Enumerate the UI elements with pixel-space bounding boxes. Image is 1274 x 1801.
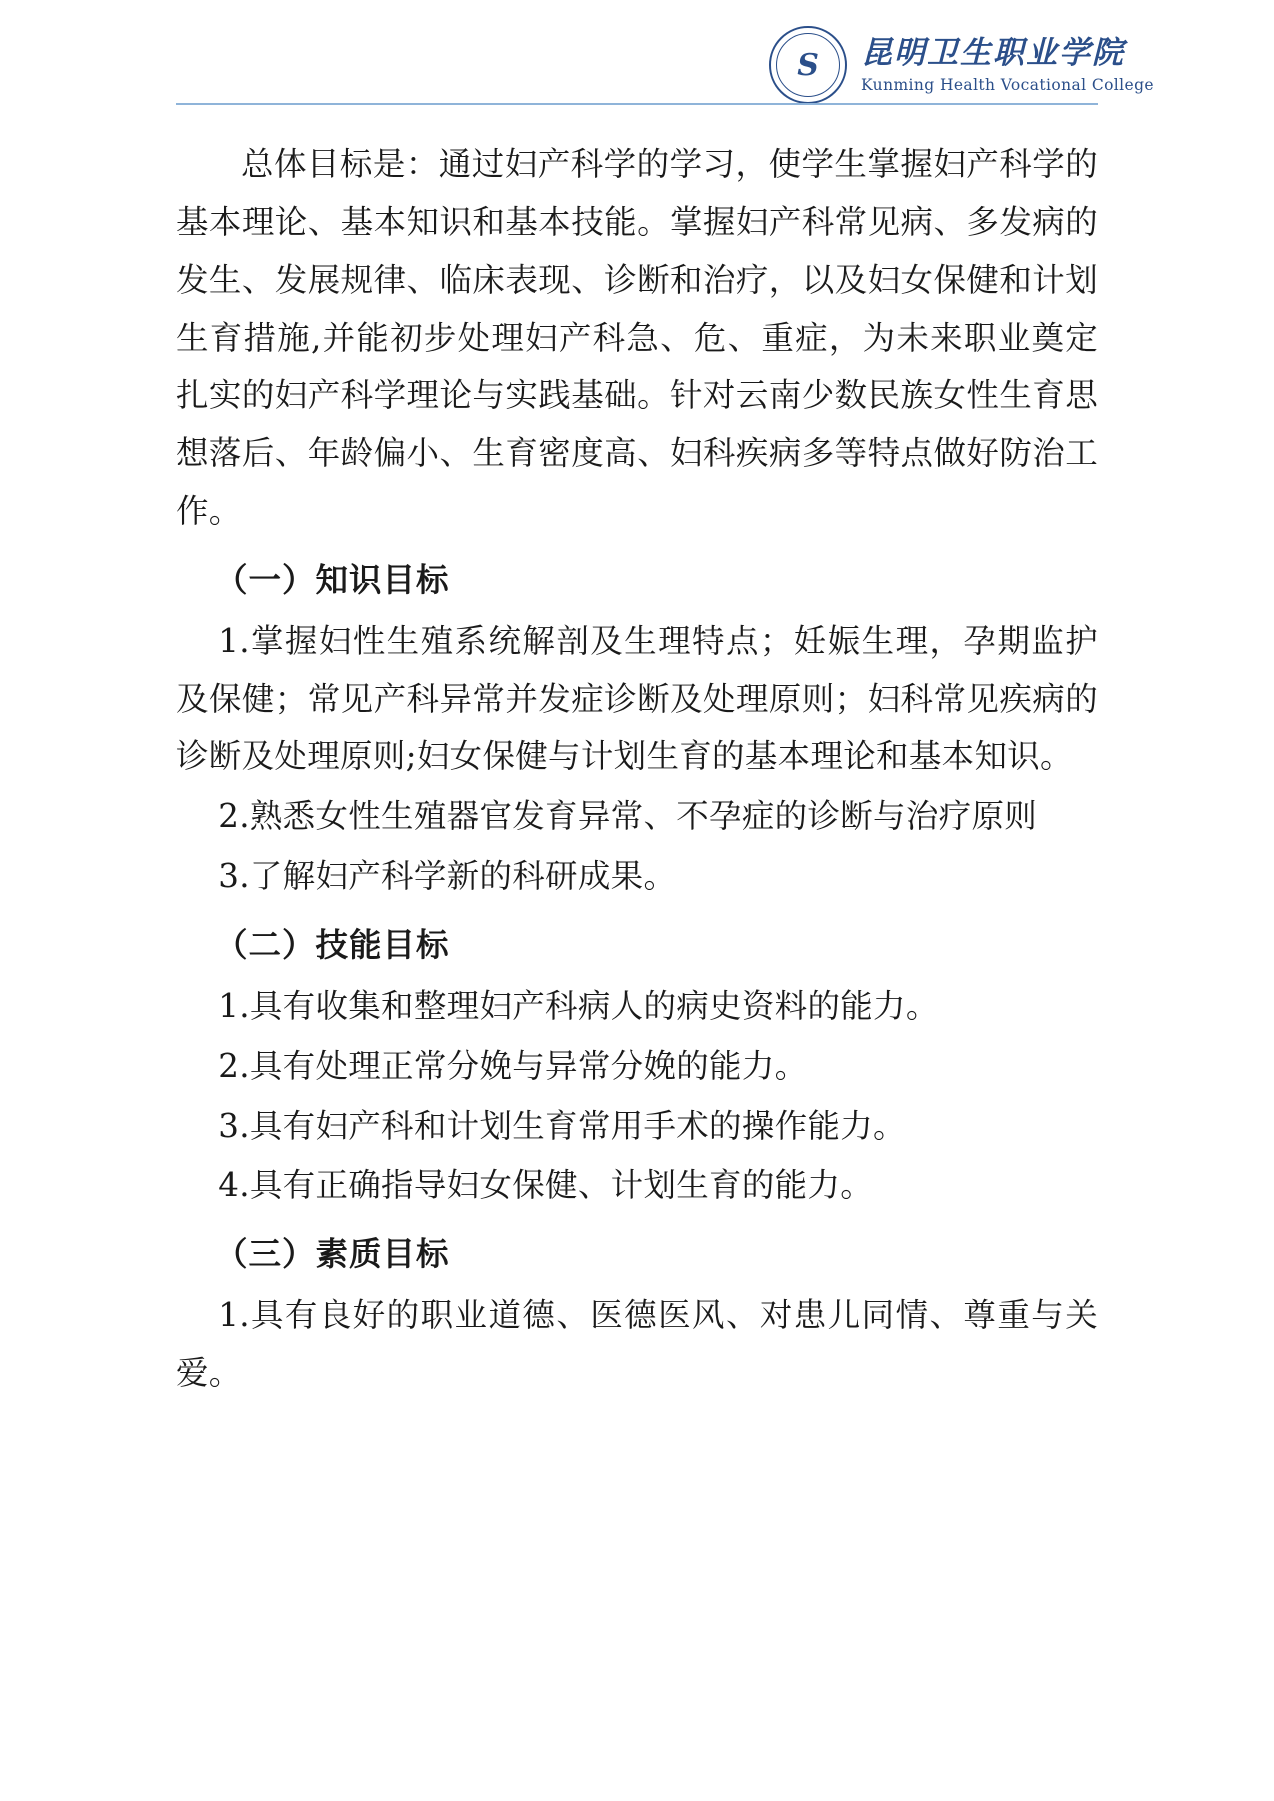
list-item: 3.具有妇产科和计划生育常用手术的操作能力。 <box>218 1106 906 1145</box>
section-heading-knowledge: （一）知识目标 <box>215 559 450 599</box>
list-item: 3.了解妇产科学新的科研成果。 <box>218 857 677 896</box>
intro-paragraph: 总体目标是：通过妇产科学的学习，使学生掌握妇产科学的基本理论、基本知识和基本技能。掌握妇产科常见病、多发病的发生、发展规律、临床表现、诊断和治疗，以及妇女保健和计划生育措施,并能初步处理妇产科急、危、重症，为未来职业奠定扎实的妇产科学理论与实践基础。针对云南少数民族女性生育思想落后、年龄偏小、生育密度高、妇科疾病多等特点做好防治工作。 <box>176 145 1098 531</box>
list-item: 2.熟悉女性生殖器官发育异常、不孕症的诊断与治疗原则 <box>218 797 1038 836</box>
seal-letter: S <box>797 47 819 83</box>
header-divider <box>176 103 1098 105</box>
list-item: 1.具有收集和整理妇产科病人的病史资料的能力。 <box>218 986 939 1025</box>
page-header <box>0 18 1274 108</box>
list-item: 1.具有良好的职业道德、医德医风、对患儿同情、尊重与关爱。 <box>176 1296 1098 1392</box>
college-name-cn: 昆明卫生职业学院 <box>861 35 1126 72</box>
list-item: 2.具有处理正常分娩与异常分娩的能力。 <box>218 1046 808 1085</box>
college-logo-text <box>861 37 1154 93</box>
section-heading-skill: （二）技能目标 <box>215 924 450 964</box>
list-item: 4.具有正确指导妇女保健、计划生育的能力。 <box>218 1166 874 1205</box>
college-logo <box>769 26 1154 104</box>
list-item: 1.掌握妇性生殖系统解剖及生理特点；妊娠生理，孕期监护及保健；常见产科异常并发症诊断及处理原则；妇科常见疾病的诊断及处理原则;妇女保健与计划生育的基本理论和基本知识。 <box>176 621 1098 776</box>
college-seal-icon <box>769 26 847 104</box>
college-name-en: Kunming Health Vocational College <box>861 75 1154 94</box>
section-heading-quality: （三）素质目标 <box>215 1234 450 1274</box>
document-body <box>176 136 1098 1403</box>
